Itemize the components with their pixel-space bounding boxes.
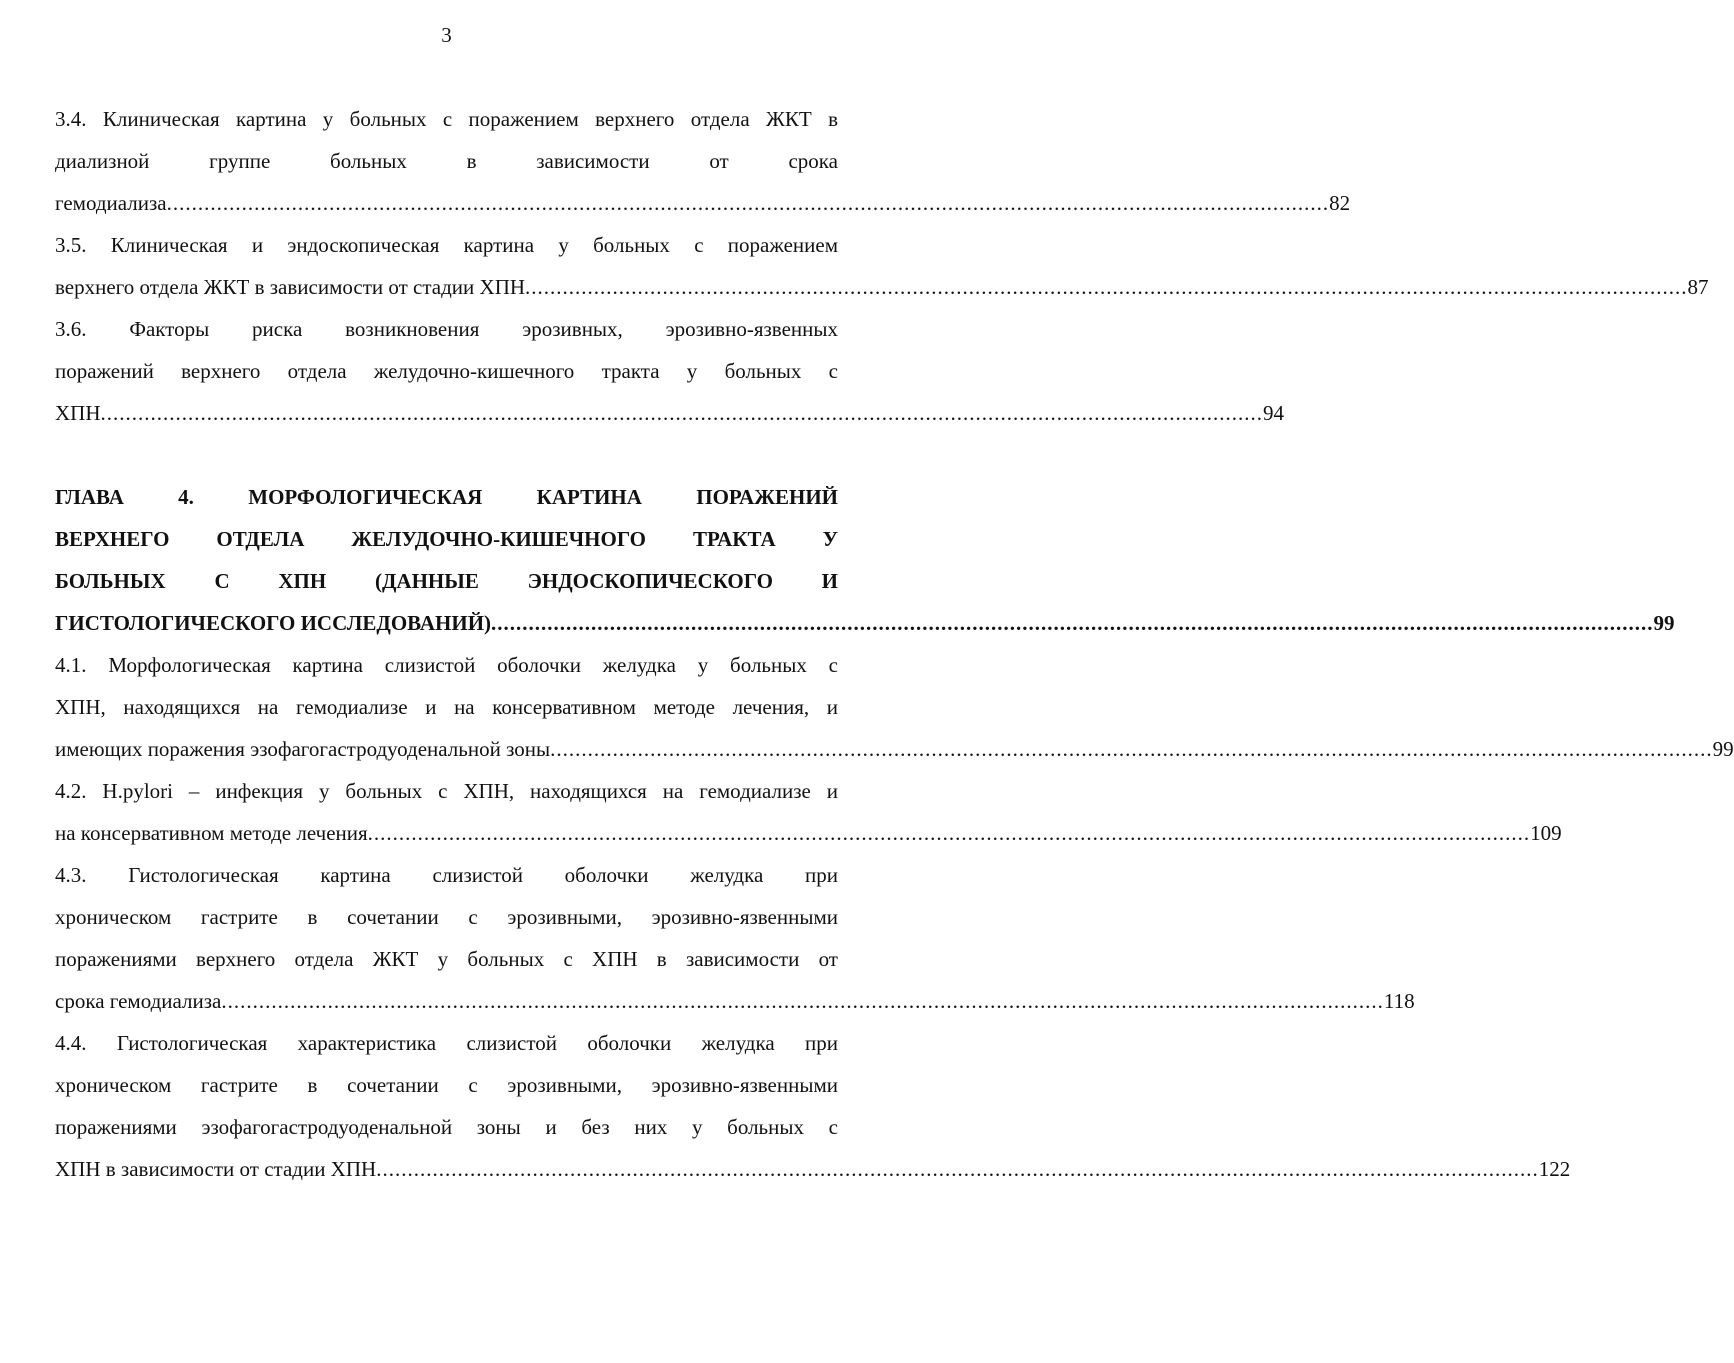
dot-leader: .......................................................................................................................................................................................... — [367, 821, 1531, 845]
dot-leader: .......................................................................................................................................................................................... — [376, 1157, 1539, 1181]
toc-line-with-leader — [55, 182, 1351, 224]
toc-entry-4-2[interactable] — [55, 770, 1562, 854]
dot-leader: .......................................................................................................................................................................................... — [550, 737, 1713, 761]
toc-line: 4.3. Гистологическая картина слизистой оболочки желудка при — [55, 863, 838, 887]
toc-entry-3-5[interactable] — [55, 224, 1709, 308]
toc-page-number: 99 — [1712, 737, 1734, 761]
toc-line: диализной группе больных в зависимости от срока — [55, 149, 838, 173]
toc-block-chapter4 — [55, 476, 1734, 1190]
toc-line: БОЛЬНЫХ С ХПН (ДАННЫЕ ЭНДОСКОПИЧЕСКОГО И — [55, 569, 838, 593]
toc-entry-3-4[interactable] — [55, 98, 1351, 224]
toc-page-number: 82 — [1329, 191, 1351, 215]
toc-line-with-leader — [55, 392, 1284, 434]
dot-leader: .......................................................................................................................................................................................... — [100, 401, 1263, 425]
toc-line: 4.1. Морфологическая картина слизистой оболочки желудка у больных с — [55, 653, 838, 677]
toc-entry-4-1[interactable] — [55, 644, 1734, 770]
toc-line-with-leader — [55, 728, 1734, 770]
dot-leader: .......................................................................................................................................................................................... — [525, 275, 1688, 299]
toc-entry-3-6[interactable] — [55, 308, 1284, 434]
toc-line: хроническом гастрите в сочетании с эрозивными, эрозивно-язвенными — [55, 1073, 838, 1097]
toc-page-number: 87 — [1687, 275, 1709, 299]
toc-line: поражениями эзофагогастродуоденальной зоны и без них у больных с — [55, 1115, 838, 1139]
toc-line-text: на консервативном методе лечения — [55, 821, 368, 845]
toc-line-text: верхнего отдела ЖКТ в зависимости от стадии ХПН — [55, 275, 526, 299]
toc-line-with-leader — [55, 602, 1675, 644]
toc-line-text: ХПН в зависимости от стадии ХПН — [55, 1157, 377, 1181]
toc-line: хроническом гастрите в сочетании с эрозивными, эрозивно-язвенными — [55, 905, 838, 929]
toc-line-with-leader — [55, 1148, 1571, 1190]
toc-page-number: 122 — [1538, 1157, 1571, 1181]
toc-line-text: ХПН — [55, 401, 101, 425]
toc-line: 4.2. H.pylori – инфекция у больных с ХПН, находящихся на гемодиализе и — [55, 779, 838, 803]
toc-line-with-leader — [55, 812, 1562, 854]
toc-line: 3.4. Клиническая картина у больных с поражением верхнего отдела ЖКТ в — [55, 107, 838, 131]
toc-line-text: ГИСТОЛОГИЧЕСКОГО ИССЛЕДОВАНИЙ) — [55, 611, 492, 635]
toc-line: ГЛАВА 4. МОРФОЛОГИЧЕСКАЯ КАРТИНА ПОРАЖЕНИЙ — [55, 485, 838, 509]
toc-page-number: 118 — [1383, 989, 1415, 1013]
toc-line: ВЕРХНЕГО ОТДЕЛА ЖЕЛУДОЧНО-КИШЕЧНОГО ТРАКТА У — [55, 527, 838, 551]
page-number: 3 — [441, 23, 452, 47]
toc-chapter-4-heading[interactable] — [55, 476, 1675, 644]
toc-entry-4-3[interactable] — [55, 854, 1415, 1022]
toc-line: 3.5. Клиническая и эндоскопическая картина у больных с поражением — [55, 233, 838, 257]
toc-page-number: 94 — [1263, 401, 1284, 425]
toc-line-text: гемодиализа — [55, 191, 167, 215]
dot-leader: .......................................................................................................................................................................................... — [166, 191, 1330, 215]
toc-line: 4.4. Гистологическая характеристика слизистой оболочки желудка при — [55, 1031, 838, 1055]
toc-line: ХПН, находящихся на гемодиализе и на консервативном методе лечения, и — [55, 695, 838, 719]
dot-leader: .......................................................................................................................................................................................... — [491, 611, 1654, 635]
toc-line-text: срока гемодиализа — [55, 989, 222, 1013]
toc-page-number: 99 — [1653, 611, 1675, 635]
toc-line: 3.6. Факторы риска возникновения эрозивных, эрозивно-язвенных — [55, 317, 838, 341]
toc-line: поражениями верхнего отдела ЖКТ у больных с ХПН в зависимости от — [55, 947, 838, 971]
toc-entry-4-4[interactable] — [55, 1022, 1571, 1190]
toc-block-chapter3 — [55, 98, 1709, 434]
toc-page-number: 109 — [1530, 821, 1562, 845]
toc-line-with-leader — [55, 980, 1415, 1022]
toc-line-with-leader — [55, 266, 1709, 308]
toc-line: поражений верхнего отдела желудочно-кишечного тракта у больных с — [55, 359, 838, 383]
toc-line-text: имеющих поражения эзофагогастродуоденальной зоны — [55, 737, 551, 761]
dot-leader: .......................................................................................................................................................................................... — [221, 989, 1384, 1013]
